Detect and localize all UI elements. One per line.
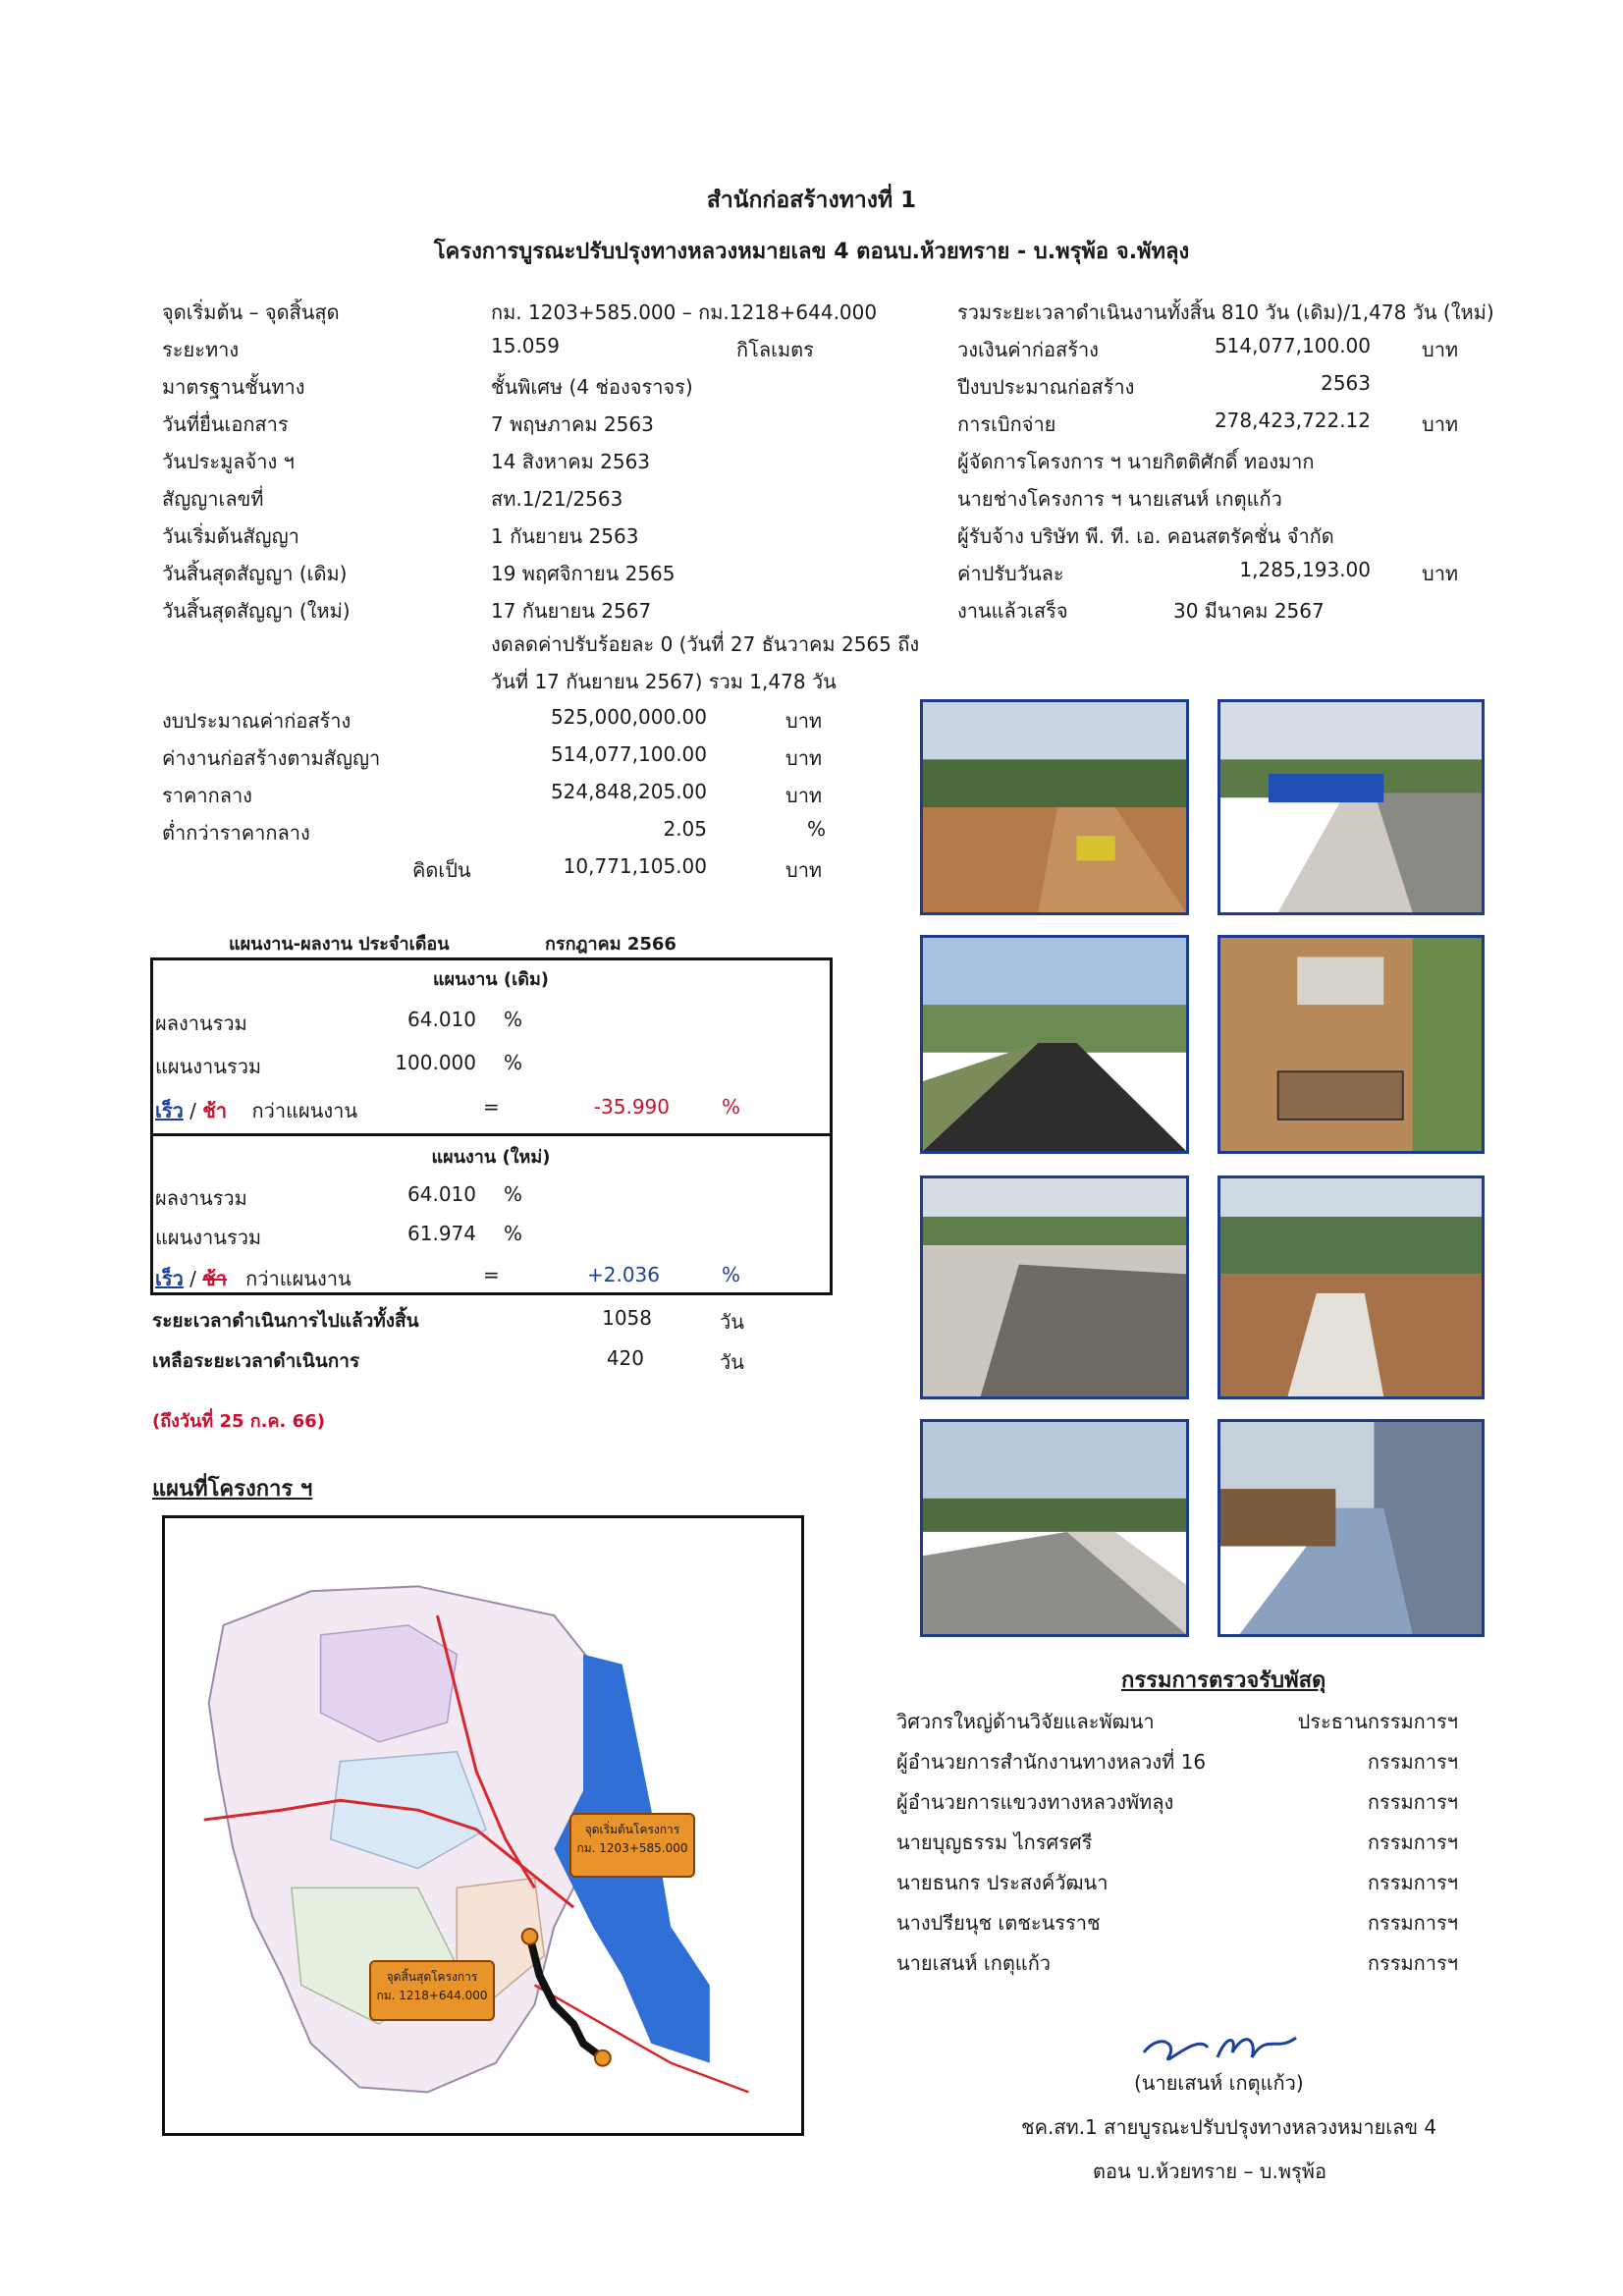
committee-member-name: นายเสนห์ เกตุแก้ว [896, 1951, 1052, 1975]
finished-road-photo [920, 1419, 1189, 1637]
info-value: 278,423,722.12 [1214, 409, 1371, 432]
committee-member-role: กรรมการฯ [1367, 1911, 1458, 1935]
finish-label: งานแล้วเสร็จ [957, 599, 1068, 623]
old-eq: = [483, 1095, 500, 1119]
budget-label: ค่างานก่อสร้างตามสัญญา [162, 746, 381, 770]
info-unit: บาท [1422, 412, 1459, 436]
old-result-label: ผลงานรวม [155, 1011, 247, 1035]
info-value: 14 สิงหาคม 2563 [491, 450, 651, 473]
penalty-value: 1,285,193.00 [1239, 558, 1371, 581]
info-label: การเบิกจ่าย [957, 412, 1056, 436]
end-point-callout [369, 1960, 495, 2021]
info-label: จุดเริ่มต้น – จุดสิ้นสุด [162, 301, 340, 324]
sidewalk-paving-photo [1217, 1419, 1485, 1637]
penalty-unit: บาท [1422, 562, 1459, 585]
contractor: ผู้รับจ้าง บริษัท พี. ที. เอ. คอนสตรัคชั่น จำกัด [957, 524, 1334, 548]
committee-member-name: นางปรียนุช เตชะนรราช [896, 1911, 1101, 1935]
committee-member-role: กรรมการฯ [1367, 1951, 1458, 1975]
committee-member-name: นายธนกร ประสงค์วัฒนา [896, 1871, 1109, 1894]
old-compare-row: เร็ว / ช้า กว่าแผนงาน [155, 1099, 358, 1122]
project-engineer: นายช่างโครงการ ฯ นายเสนห์ เกตุแก้ว [957, 487, 1282, 511]
new-plan-value: 61.974 [407, 1222, 476, 1245]
budget-unit: บาท [785, 709, 823, 733]
slow-label: ช้า [202, 1099, 228, 1122]
new-diff-unit: % [722, 1263, 741, 1286]
project-manager: ผู้จัดการโครงการ ฯ นายกิตติศักดิ์ ทองมาก [957, 450, 1315, 473]
progress-month: กรกฎาคม 2566 [545, 934, 676, 955]
compare-label: กว่าแผนงาน [245, 1267, 352, 1290]
info-value: 17 กันยายน 2567 [491, 599, 652, 623]
committee-member-name: ผู้อำนวยการแขวงทางหลวงพัทลุง [896, 1790, 1174, 1814]
info-label: วันสิ้นสุดสัญญา (ใหม่) [162, 599, 351, 623]
old-result-value: 64.010 [407, 1008, 476, 1031]
signature-line2: ตอน บ.ห้วยทราย – บ.พรุพ้อ [1093, 2159, 1326, 2183]
end-km: กม. 1218+644.000 [376, 1989, 488, 2002]
info-value: 7 พฤษภาคม 2563 [491, 412, 654, 436]
committee-member-name: นายบุญธรรม ไกรศรศรี [896, 1831, 1093, 1854]
info-value: 2563 [1321, 371, 1371, 395]
committee-heading: กรรมการตรวจรับพัสดุ [1121, 1668, 1326, 1693]
signature-name: (นายเสนห์ เกตุแก้ว) [1134, 2071, 1304, 2095]
concrete-road-sign-photo [1217, 699, 1485, 915]
info-value: 15.059 [491, 334, 560, 357]
info-unit: บาท [1422, 338, 1459, 361]
end-label: จุดสิ้นสุดโครงการ [386, 1970, 478, 1984]
bridge-construction-photo [1217, 935, 1485, 1154]
budget-unit: % [807, 817, 827, 841]
committee-member-role: ประธานกรรมการฯ [1297, 1710, 1458, 1733]
progress-new-title: แผนงาน (ใหม่) [431, 1147, 551, 1168]
budget-value: 514,077,100.00 [550, 742, 707, 766]
info-unit: กิโลเมตร [736, 338, 814, 361]
committee-member-name: วิศวกรใหญ่ด้านวิจัยและพัฒนา [896, 1710, 1155, 1733]
fast-label: เร็ว [155, 1099, 184, 1122]
remain-label: เหลือระยะเวลาดำเนินการ [152, 1350, 360, 1372]
info-value: สท.1/21/2563 [491, 487, 623, 511]
budget-unit: บาท [785, 784, 823, 807]
new-eq: = [483, 1263, 500, 1286]
end-point-marker [595, 2050, 611, 2066]
info-value: 514,077,100.00 [1214, 334, 1371, 357]
map-graphic [165, 1518, 801, 2133]
remain-value: 420 [606, 1346, 644, 1370]
new-result-value: 64.010 [407, 1182, 476, 1206]
start-km: กม. 1203+585.000 [576, 1841, 688, 1855]
new-result-unit: % [504, 1182, 523, 1206]
new-compare-row: เร็ว / ช้า กว่าแผนงาน [155, 1267, 352, 1290]
total-duration: รวมระยะเวลาดำเนินงานทั้งสิ้น 810 วัน (เดิม)/1,478 วัน (ใหม่) [957, 301, 1494, 324]
budget-unit: บาท [785, 746, 823, 770]
info-label: วงเงินค่าก่อสร้าง [957, 338, 1099, 361]
old-plan-unit: % [504, 1051, 523, 1074]
budget-label: งบประมาณค่าก่อสร้าง [162, 709, 352, 733]
remain-unit: วัน [720, 1350, 744, 1374]
compare-label: กว่าแผนงาน [251, 1099, 358, 1122]
road-grader-photo [920, 699, 1189, 915]
progress-heading: แผนงาน-ผลงาน ประจำเดือน [229, 934, 450, 955]
drainage-pipe-photo [1217, 1175, 1485, 1399]
elapsed-label: ระยะเวลาดำเนินการไปแล้วทั้งสิ้น [152, 1310, 419, 1332]
new-result-label: ผลงานรวม [155, 1186, 247, 1210]
elapsed-unit: วัน [720, 1310, 744, 1334]
info-value: ชั้นพิเศษ (4 ช่องจราจร) [491, 375, 693, 399]
committee-member-role: กรรมการฯ [1367, 1750, 1458, 1774]
budget-total-unit: บาท [785, 858, 823, 882]
committee-member-role: กรรมการฯ [1367, 1871, 1458, 1894]
info-value: 19 พฤศจิกายน 2565 [491, 562, 676, 585]
elapsed-value: 1058 [602, 1306, 652, 1330]
signature-line1: ชค.สท.1 สายบูรณะปรับปรุงทางหลวงหมายเลข 4 [1021, 2115, 1437, 2139]
penalty-label: ค่าปรับวันละ [957, 562, 1064, 585]
project-map [162, 1515, 804, 2136]
project-title: โครงการบูรณะปรับปรุงทางหลวงหมายเลข 4 ตอนบ.ห้วยทราย - บ.พรุพ้อ จ.พัทลุง [433, 240, 1190, 264]
info-value: กม. 1203+585.000 – กม.1218+644.000 [491, 301, 878, 324]
slow-label: ช้า [202, 1267, 228, 1290]
rebar-paving-photo [920, 1175, 1189, 1399]
start-point-callout [569, 1813, 695, 1878]
new-plan-label: แผนงานรวม [155, 1226, 262, 1249]
signature-mark [1139, 2013, 1306, 2072]
new-plan-unit: % [504, 1222, 523, 1245]
info-label: วันสิ้นสุดสัญญา (เดิม) [162, 562, 348, 585]
info-label: สัญญาเลขที่ [162, 487, 264, 511]
committee-member-role: กรรมการฯ [1367, 1831, 1458, 1854]
budget-value: 2.05 [663, 817, 707, 841]
committee-member-role: กรรมการฯ [1367, 1790, 1458, 1814]
old-result-unit: % [504, 1008, 523, 1031]
budget-label: ต่ำกว่าราคากลาง [162, 821, 310, 845]
info-label: วันเริ่มต้นสัญญา [162, 524, 299, 548]
old-plan-value: 100.000 [395, 1051, 476, 1074]
committee-member-name: ผู้อำนวยการสำนักงานทางหลวงที่ 16 [896, 1750, 1207, 1774]
info-value: 1 กันยายน 2563 [491, 524, 639, 548]
budget-value: 525,000,000.00 [550, 705, 707, 729]
as-of-date: (ถึงวันที่ 25 ก.ค. 66) [152, 1411, 325, 1432]
budget-value: 524,848,205.00 [550, 780, 707, 803]
info-label: ระยะทาง [162, 338, 240, 361]
map-heading: แผนที่โครงการ ฯ [152, 1477, 313, 1502]
old-diff-unit: % [722, 1095, 741, 1119]
start-point-marker [522, 1929, 538, 1944]
info-label: วันที่ยื่นเอกสาร [162, 412, 289, 436]
extension-note-line2: วันที่ 17 กันยายน 2567) รวม 1,478 วัน [491, 670, 837, 693]
finish-value: 30 มีนาคม 2567 [1173, 599, 1325, 623]
old-diff-value: -35.990 [593, 1095, 670, 1119]
extension-note-line1: งดลดค่าปรับร้อยละ 0 (วันที่ 27 ธันวาคม 2565 ถึง [491, 632, 920, 656]
new-diff-value: +2.036 [586, 1263, 660, 1286]
office-title: สำนักก่อสร้างทางที่ 1 [706, 188, 917, 213]
info-label: วันประมูลจ้าง ฯ [162, 450, 295, 473]
start-label: จุดเริ่มต้นโครงการ [584, 1823, 680, 1836]
asphalt-road-photo [920, 935, 1189, 1154]
info-label: มาตรฐานชั้นทาง [162, 375, 305, 399]
budget-total-label: คิดเป็น [412, 858, 471, 882]
fast-label: เร็ว [155, 1267, 184, 1290]
budget-label: ราคากลาง [162, 784, 252, 807]
progress-old-title: แผนงาน (เดิม) [432, 969, 550, 990]
old-plan-label: แผนงานรวม [155, 1055, 262, 1078]
budget-total-value: 10,771,105.00 [563, 854, 707, 878]
info-label: ปีงบประมาณก่อสร้าง [957, 375, 1135, 399]
